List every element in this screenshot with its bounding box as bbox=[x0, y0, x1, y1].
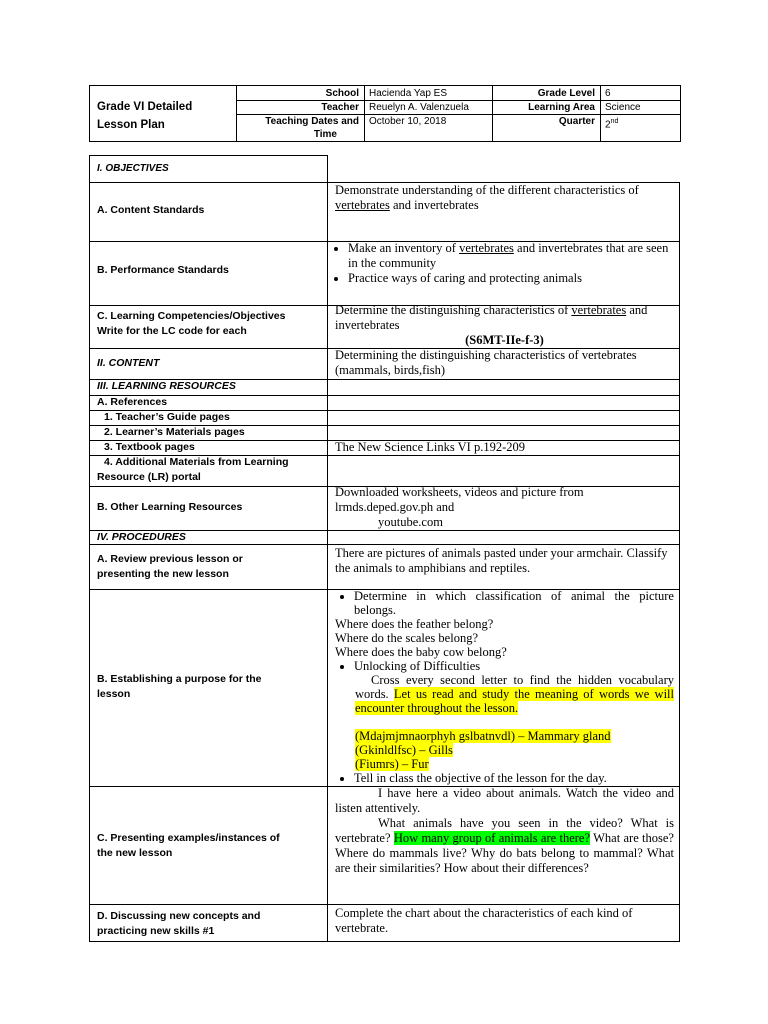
other-resources-text bbox=[328, 485, 680, 530]
objectives-heading: I. OBJECTIVES bbox=[97, 163, 169, 174]
presenting-label bbox=[89, 831, 328, 861]
competencies-label bbox=[89, 309, 328, 339]
content-standards-text-end: and invertebrates bbox=[389, 198, 479, 212]
header-info-grid bbox=[237, 86, 680, 141]
learning-area-label: Learning Area bbox=[528, 102, 595, 113]
purpose-text bbox=[328, 589, 680, 785]
header-table bbox=[89, 85, 681, 142]
performance-item-2: • Practice ways of caring and protecting animals bbox=[348, 271, 674, 286]
purpose-question-1: Where does the feather belong? bbox=[335, 617, 494, 631]
presenting-text bbox=[328, 786, 680, 876]
presenting-label-line-2: the new lesson bbox=[97, 847, 173, 859]
textbook-pages-value: The New Science Links VI p.192-209 bbox=[335, 440, 526, 454]
teaching-dates-label-line-1: Teaching Dates and bbox=[265, 116, 359, 127]
competencies-code: (S6MT-IIe-f-3) bbox=[465, 333, 544, 347]
vocabulary-item-3: (Fiumrs) – Fur bbox=[355, 757, 429, 771]
lesson-plan-table bbox=[89, 155, 680, 942]
purpose-question-3: Where does the baby cow belong? bbox=[335, 645, 507, 659]
quarter-suffix: nd bbox=[610, 118, 619, 125]
teacher-value: Reuelyn A. Valenzuela bbox=[369, 102, 469, 113]
discussing-label-line-1: D. Discussing new concepts and bbox=[97, 910, 261, 922]
competencies-label-line-1: C. Learning Competencies/Objectives bbox=[97, 310, 286, 322]
vocabulary-item-1: (Mdajmjmnaorphyh gslbatnvdl) – Mammary gland bbox=[355, 729, 611, 743]
references-label: A. References bbox=[97, 396, 168, 408]
competencies-text-part: Determine the distinguishing characteristics of bbox=[335, 303, 572, 317]
competencies-text-end: and invertebrates bbox=[335, 303, 648, 332]
content-text: Determining the distinguishing characteristics of vertebrates (mammals, birds,fish) bbox=[335, 348, 637, 377]
competencies-description bbox=[335, 303, 674, 333]
teacher-label: Teacher bbox=[321, 102, 359, 113]
textbook-pages-label: 3. Textbook pages bbox=[104, 441, 195, 453]
purpose-label-line-1: B. Establishing a purpose for the bbox=[97, 673, 262, 685]
performance-standards-label: B. Performance Standards bbox=[97, 264, 229, 276]
content-heading: II. CONTENT bbox=[97, 357, 160, 369]
performance-item-1-underlined: vertebrates bbox=[459, 241, 514, 255]
performance-standards-text bbox=[328, 241, 680, 286]
discussing-text: Complete the chart about the characteristics of each kind of vertebrate. bbox=[335, 906, 633, 935]
presenting-paragraph-2-text-end: What are those? Where do mammals live? Why do bats belong to mammal? What are their similarities? How about their differences? bbox=[335, 831, 674, 875]
teaching-dates-label bbox=[237, 115, 364, 141]
presenting-label-line-1: C. Presenting examples/instances of bbox=[97, 832, 280, 844]
presenting-highlight: How many group of animals are there? bbox=[393, 831, 591, 845]
teachers-guide-label: 1. Teacher’s Guide pages bbox=[104, 411, 230, 423]
grade-level-value: 6 bbox=[605, 88, 611, 99]
school-value: Hacienda Yap ES bbox=[369, 88, 448, 99]
procedures-heading: IV. PROCEDURES bbox=[97, 531, 186, 543]
grade-level-label: Grade Level bbox=[537, 88, 595, 99]
other-resources-line-1: Downloaded worksheets, videos and picture from bbox=[335, 485, 584, 499]
content-standards-text-part: Demonstrate understanding of the different characteristics of bbox=[335, 183, 639, 197]
content-standards-underlined: vertebrates bbox=[335, 198, 390, 212]
content-standards-text bbox=[328, 183, 680, 213]
competencies-label-line-2: Write for the LC code for each bbox=[97, 325, 247, 337]
performance-item-1 bbox=[348, 241, 674, 271]
additional-materials-line-2: Resource (LR) portal bbox=[97, 471, 201, 483]
purpose-label bbox=[89, 672, 328, 702]
other-resources-line-2: lrmds.deped.gov.ph and bbox=[335, 500, 455, 514]
quarter-label: Quarter bbox=[558, 116, 595, 127]
other-resources-label: B. Other Learning Resources bbox=[97, 501, 243, 513]
presenting-paragraph-2-text: What animals have you seen in the video? What is vertebrate? bbox=[335, 816, 674, 845]
purpose-bullet-1: • Determine in which classification of animal the picture belongs. bbox=[354, 589, 674, 617]
presenting-paragraph-1: I have here a video about animals. Watch the video and listen attentively. bbox=[335, 786, 674, 815]
vocabulary-item-2: (Gkinldlfsc) – Gills bbox=[355, 743, 453, 757]
learners-materials-label: 2. Learner’s Materials pages bbox=[104, 426, 245, 438]
teaching-dates-value: October 10, 2018 bbox=[369, 116, 447, 127]
vocabulary-list bbox=[328, 729, 674, 771]
review-label-line-1: A. Review previous lesson or bbox=[97, 553, 243, 565]
document-title bbox=[90, 86, 237, 141]
learning-resources-heading: III. LEARNING RESOURCES bbox=[97, 380, 236, 392]
discussing-label bbox=[89, 909, 328, 939]
teaching-dates-label-line-2: Time bbox=[313, 129, 337, 140]
presenting-paragraph-2 bbox=[335, 816, 674, 876]
additional-materials-label bbox=[89, 455, 328, 485]
review-label bbox=[89, 552, 328, 582]
performance-item-1-text-end: and invertebrates that are seen in the community bbox=[348, 241, 669, 270]
purpose-label-line-2: lesson bbox=[97, 688, 131, 700]
competencies-underlined: vertebrates bbox=[571, 303, 627, 317]
quarter-number: 2 bbox=[605, 119, 611, 128]
purpose-cross-instructions: Cross every second letter to find the hidden vocabulary words. bbox=[355, 673, 674, 701]
school-label: School bbox=[325, 88, 359, 99]
purpose-bullet-3: • Tell in class the objective of the lesson for the day. bbox=[354, 771, 674, 785]
additional-materials-line-1: 4. Additional Materials from Learning bbox=[104, 456, 289, 468]
title-line-1: Grade VI Detailed bbox=[97, 101, 193, 113]
other-resources-line-3: youtube.com bbox=[378, 515, 443, 529]
purpose-cross-highlight: Let us read and study the meaning of words we will encounter throughout the lesson. bbox=[355, 687, 674, 715]
quarter-value bbox=[601, 115, 680, 128]
review-text: There are pictures of animals pasted under your armchair. Classify the animals to amphibians and reptiles. bbox=[335, 546, 668, 575]
performance-item-1-text: Make an inventory of bbox=[348, 241, 460, 255]
competencies-text bbox=[328, 303, 680, 348]
review-label-line-2: presenting the new lesson bbox=[97, 568, 229, 580]
title-line-2: Lesson Plan bbox=[97, 119, 165, 131]
discussing-label-line-2: practicing new skills #1 bbox=[97, 925, 215, 937]
content-standards-label: A. Content Standards bbox=[97, 204, 205, 216]
purpose-question-2: Where do the scales belong? bbox=[335, 631, 478, 645]
learning-area-value: Science bbox=[605, 102, 641, 113]
purpose-bullet-2: • Unlocking of Difficulties bbox=[354, 659, 674, 673]
purpose-cross-text bbox=[328, 673, 674, 715]
